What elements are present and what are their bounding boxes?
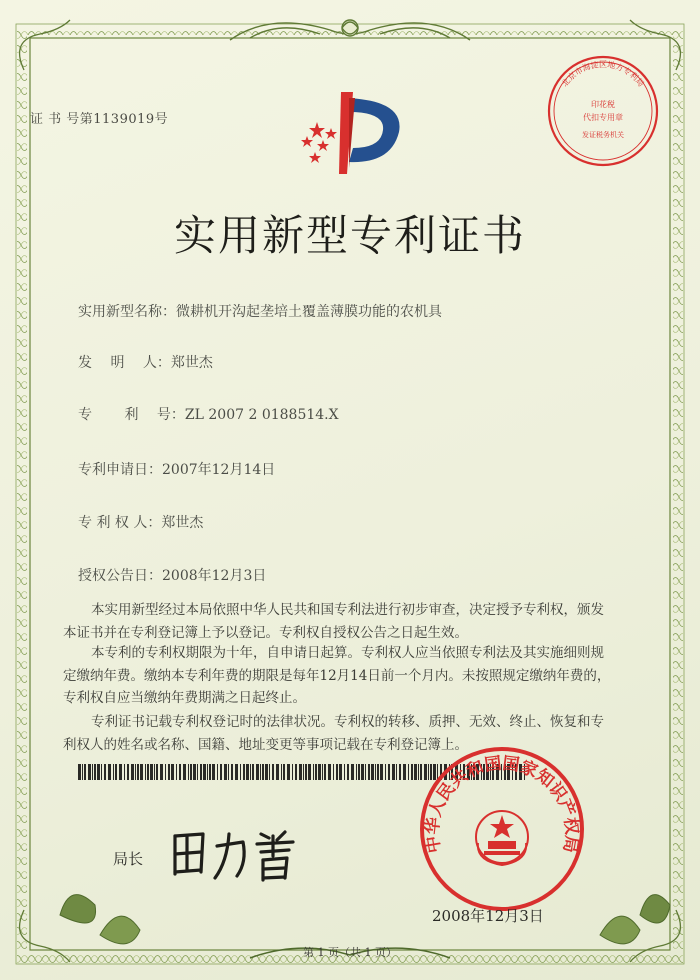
issue-date: 2008年12月3日 — [432, 907, 544, 925]
field-inventor — [78, 352, 213, 372]
field-value: 郑世杰 — [170, 355, 213, 371]
certificate-number: 证 书 号第1139019号 — [30, 112, 169, 127]
svg-text:北京市海淀区地方专利局 — [559, 59, 645, 88]
field-value: ZL 2007 2 0188514.X — [184, 407, 339, 423]
field-application-date — [78, 459, 275, 479]
field-grant-announcement-date — [78, 565, 266, 585]
paragraph-line: 利权人的姓名或名称、国籍、地址变更等事项记载在专利登记簿上。 — [63, 736, 468, 753]
tax-seal-line-2: 印花税 — [591, 100, 615, 109]
tax-stamp-seal — [545, 53, 661, 169]
national-emblem-icon — [476, 811, 528, 865]
field-patentee — [78, 512, 203, 532]
seal-main-text: 中华人民共和国国家知识产权局 — [422, 753, 582, 855]
paragraph-line: 本实用新型经过本局依照中华人民共和国专利法进行初步审查，决定授予专利权，颁发 — [91, 602, 604, 618]
field-patent-number — [78, 404, 339, 424]
tax-seal-line-4: 发证税务机关 — [582, 131, 624, 139]
patent-office-logo — [293, 88, 413, 178]
field-label: 实用新型名称： — [78, 304, 176, 320]
page-footer: 第 1 页（共 1 页） — [303, 946, 397, 959]
paragraph-line: 定缴纳年费。缴纳本专利年费的期限是每年12月14日前一个月内。未按照规定缴纳年费的， — [63, 667, 611, 684]
field-label: 专 利 权 人： — [78, 515, 162, 531]
svg-text:中华人民共和国国家知识产权局 — [422, 754, 583, 855]
paragraph-line: 专利证书记载专利权登记时的法律状况。专利权的转移、质押、无效、终止、恢复和专 — [91, 714, 604, 730]
director-label: 局长 — [113, 850, 144, 868]
field-label: 授权公告日： — [78, 568, 162, 584]
paragraph-grant — [63, 599, 635, 644]
field-value: 2007年12月14日 — [162, 462, 276, 478]
paragraph-line: 本专利的专利权期限为十年，自申请日起算。专利权人应当依照专利法及其实施细则规 — [91, 645, 604, 661]
field-label: 专利申请日： — [78, 462, 162, 478]
paragraph-term — [63, 642, 635, 710]
tax-seal-line-3: 代扣专用章 — [583, 113, 623, 122]
logo-stars — [301, 122, 337, 163]
field-label: 发 明 人： — [78, 355, 171, 371]
state-ipo-seal — [418, 745, 586, 913]
field-utility-model-name — [78, 301, 442, 321]
certificate-title: 实用新型专利证书 — [173, 211, 526, 260]
tax-seal-top-text: 北京市海淀区地方专利局 — [560, 60, 646, 89]
field-value: 2008年12月3日 — [162, 568, 267, 584]
field-value: 微耕机开沟起垄培土覆盖薄膜功能的农机具 — [176, 304, 442, 320]
field-label: 专 利 号： — [78, 407, 185, 423]
director-signature — [165, 822, 305, 884]
paragraph-line: 本证书并在专利登记簿上予以登记。专利权自授权公告之日起生效。 — [63, 624, 468, 641]
paragraph-line: 专利权自应当缴纳年费期满之日起终止。 — [63, 690, 306, 706]
field-value: 郑世杰 — [161, 515, 204, 531]
